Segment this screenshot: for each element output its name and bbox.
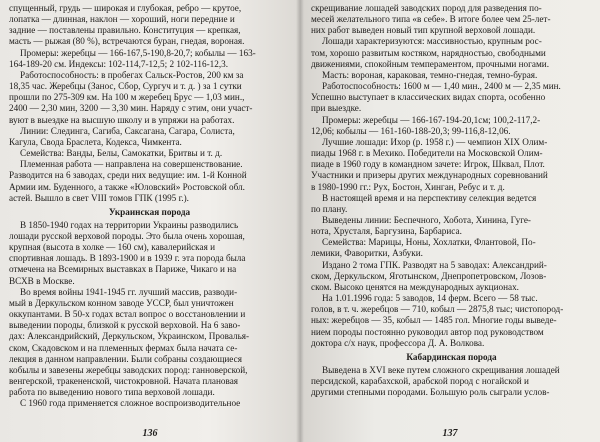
- section-heading: Украинская порода: [108, 206, 191, 217]
- paragraph: Работоспособность: в пробегах Сальск-Ростов, 200 км за 18,35 час. Жеребцы (Занос, Сбор, Сургуч и т. д. ) за 1 сутки прошли по 275-309 км. На 100 м жеребец Брус — 1,03 мин., 2400 — 2,30 мин, 3200 — 3,30 мин. Наряду с этим, они участ- вуют в выездке на высшую школу и в упряжи на работах.: [9, 69, 253, 125]
- paragraph: Масть: вороная, караковая, темно-гнедая, темно-бурая.: [322, 69, 538, 80]
- left-page-number: 136: [142, 428, 158, 439]
- paragraph: На 1.01.1996 года: 5 заводов, 14 ферм. Всего — 58 тыс. голов, в т. ч. жеребцов — 710, кобыл — 2875,8 тыс; чистопород- ных: жеребцов — 35, кобыл — 1485 гол. Многие годы выведе- нием породы постоянно руководил автор под руководством доктора с/х наук, профессора Д. А. Волкова.: [311, 293, 564, 348]
- paragraph: Во время войны 1941-1945 гг. лучший массив, разводи- мый в Деркульском конном заводе УССР, был уничтожен оккупантами. В 50-х годах встал вопрос о восстановлении и выведении породы, близкой к русской верховой. На 6 заво- дах: Александрийский, Деркульском, Украинском, Провалья- ском, Скадовском и на племенных фермах была начата се- лекция в данном направлении. Были собраны создающиеся кобылы и завезены жеребцы заводских пород: ганноверской, венгерской, тракененской, чистокровной. Начата плановая работа по выведению нового типа верховой лошади.: [9, 286, 250, 398]
- paragraph: Выведена в XVI веке путем сложного скрещивания лошадей персидской, карабахской, арабской пород с ногайской и другими степными породами. Большую роль сыграли услов-: [311, 364, 560, 398]
- paragraph: скрещивание лошадей заводских пород для разведения по- месей желательного типа «в себе». В итоге более чем 25-лет- них работ выведен новый тип крупной верховой лошади.: [311, 3, 551, 36]
- paragraph: Семейства: Марицы, Ноны, Хохлатки, Флантовой, По- лемики, Фаворитки, Азбуки.: [311, 237, 536, 259]
- section-heading: Кабардинская порода: [406, 351, 497, 362]
- paragraph: Лошади характеризуются: массивностью, крупным рос- том, хорошо развитым костяком, нарядностью, свободными движениями, спокойным темпераментом, прочными ногами.: [311, 36, 550, 69]
- paragraph: С 1960 года применяется сложное воспроизводительное: [20, 398, 241, 409]
- left-page-text: [9, 3, 290, 409]
- paragraph: Племенная работа — направлена на совершенствование. Разводится на 6 заводах, среди них ведущие: им. 1-й Конной Армии им. Буденного, а также «Юловский» Ростовской обл. астей. Вышло в свет VIII томов ГПК (1995 г.).: [9, 159, 247, 203]
- paragraph: Семейства: Ванды, Белы, Самокатки, Бритвы и т. д.: [20, 148, 223, 159]
- paragraph: В настоящей время и на перспективу селекция ведется по плану.: [311, 192, 537, 214]
- right-page-text: [311, 3, 592, 398]
- paragraph: Промеры: жеребцы — 166-167-194-20,1см; 100,2-117,2- 12,06; кобылы — 161-160-188-20,3; 99-116,8-12,06.: [311, 114, 541, 136]
- paragraph: Линии: Слединга, Сагиба, Саксагана, Сагара, Солиста, Кагула, Свода Браслета, Кодекса, Чимкента.: [9, 125, 235, 147]
- paragraph: спущенный, грудь — широкая и глубокая, ребро — крутое, лопатка — длинная, наклон — хороший, ноги передние и задние — поставлены правильно. Конституция — крепкая, масть — рыжая (80 %), встречаются буран, гнедая, вороная.: [9, 3, 245, 47]
- paragraph: Работоспособность: 1600 м — 1,40 мин., 2400 м — 2,35 мин. Успешно выступает в классических видах спорта, особенно при выездке.: [311, 81, 561, 114]
- paragraph: Издано 2 тома ГПК. Разводят на 5 заводах: Александрий- ском, Деркульском, Яготынском, Днепропетровском, Лозов- ском. Высоко ценятся на международных аукционах.: [311, 259, 547, 292]
- right-page: [300, 0, 600, 442]
- paragraph: Лучшие лошади: Ихор (р. 1958 г.) — чемпион XIX Олим- пиады 1968 г. в Мехико. Победители на Московской Олим- пиаде в 1960 году в командном зачете: Игрок, Шквал, Плот. Участники и призеры других международных соревнований в 1980-1990 гг.: Рух, Бостон, Хинган, Ребус и т. д.: [311, 136, 548, 192]
- paragraph: Выведены линии: Беспечного, Хобота, Хинина, Гуге- нота, Хрусталя, Баргузина, Барбариса.: [311, 214, 531, 237]
- paragraph: Промеры: жеребцы — 166-167,5-190,8-20,7; кобылы — 163- 164-189-20 см. Индексы: 102-114,7-12,5; 2 102-116-12,3.: [9, 47, 256, 69]
- right-page-number: 137: [442, 428, 458, 439]
- paragraph: В 1850-1940 годах на территории Украины разводились лошади русской верховой породы. Это была очень хорошая, крупная (высота в холке — 160 см), кавалерийская и спортивная лошадь. В 1893-1900 и в 1939 г. эта порода была отмечена на Всемирных выставках в Париже, Чикаго и на ВСХВ в Москве.: [9, 219, 246, 286]
